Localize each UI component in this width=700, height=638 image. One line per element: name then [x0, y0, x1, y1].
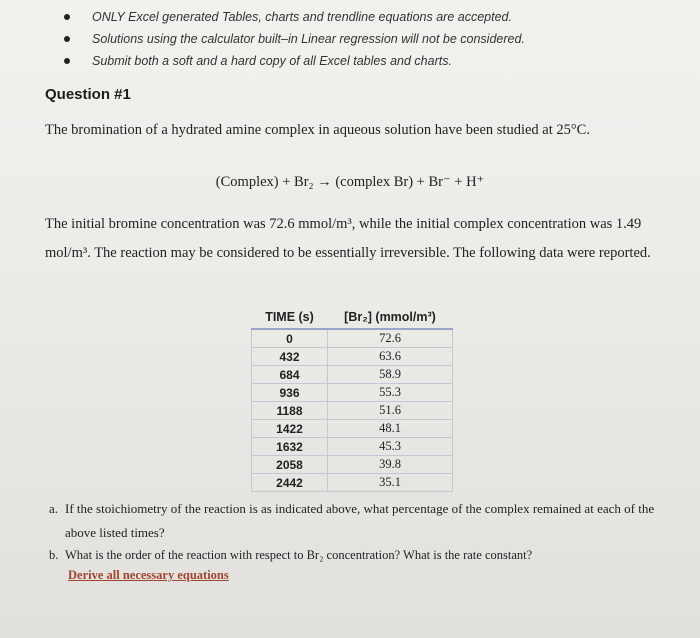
concentration-cell: 72.6: [328, 329, 453, 348]
table-row: [252, 402, 453, 420]
concentration-cell: 39.8: [328, 456, 453, 474]
bullet-icon: [64, 36, 70, 42]
question-intro: The bromination of a hydrated amine complex in aqueous solution have been studied at 25°C.: [45, 122, 590, 138]
part-a-text: If the stoichiometry of the reaction is as indicated above, what percentage of the complex remained at each of the above listed times?: [65, 501, 655, 540]
time-cell: 1188: [252, 402, 328, 420]
concentration-cell: 63.6: [328, 348, 453, 366]
table-row: [252, 384, 453, 402]
derive-equations-note: Derive all necessary equations: [68, 568, 229, 582]
concentration-cell: 48.1: [328, 420, 453, 438]
instruction-item: Submit both a soft and a hard copy of all Excel tables and charts.: [64, 50, 684, 72]
table-row: [252, 329, 453, 348]
table-row: [252, 420, 453, 438]
concentration-cell: 45.3: [328, 438, 453, 456]
time-cell: 936: [252, 384, 328, 402]
column-header-time: TIME (s): [252, 306, 328, 329]
table-row: [252, 366, 453, 384]
table-row: [252, 348, 453, 366]
question-title: Question #1: [45, 86, 131, 103]
time-cell: 1422: [252, 420, 328, 438]
bullet-icon: [64, 58, 70, 64]
table-row: [252, 474, 453, 492]
concentration-cell: 51.6: [328, 402, 453, 420]
time-cell: 684: [252, 366, 328, 384]
time-cell: 2058: [252, 456, 328, 474]
data-table: [251, 306, 453, 492]
time-cell: 0: [252, 329, 328, 348]
time-cell: 1632: [252, 438, 328, 456]
table-header-row: [252, 306, 453, 329]
table-row: [252, 438, 453, 456]
instruction-item: Solutions using the calculator built–in Linear regression will not be considered.: [64, 28, 684, 50]
part-a-label: a.: [49, 501, 59, 516]
instructions-list: [64, 6, 684, 72]
question-description: The initial bromine concentration was 72.6 mmol/m³, while the initial complex concentration was 1.49 mol/m³. The reaction may be considered to be essentially irreversible. The following data were reported.: [45, 216, 651, 261]
part-b-label: b.: [49, 548, 59, 562]
reaction-equation: (Complex) + Br₂ → (complex Br) + Br⁻ + H⁺: [215, 174, 485, 190]
instruction-item: ONLY Excel generated Tables, charts and trendline equations are accepted.: [64, 6, 684, 28]
concentration-cell: 55.3: [328, 384, 453, 402]
column-header-concentration: [Br₂] (mmol/m³): [328, 306, 453, 329]
time-cell: 2442: [252, 474, 328, 492]
part-b-text: What is the order of the reaction with respect to Br₂ concentration? What is the rate constant?: [65, 548, 533, 562]
table-row: [252, 456, 453, 474]
bullet-icon: [64, 14, 70, 20]
time-cell: 432: [252, 348, 328, 366]
concentration-cell: 58.9: [328, 366, 453, 384]
concentration-cell: 35.1: [328, 474, 453, 492]
